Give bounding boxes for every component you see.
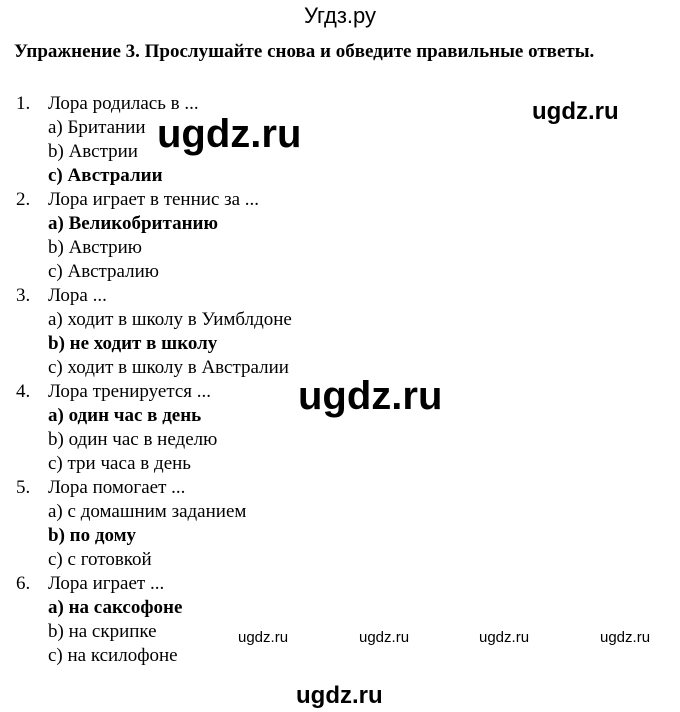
- watermark: ugdz.ru: [359, 629, 410, 646]
- answer-option: b) на скрипке: [48, 621, 157, 642]
- question-text: Лора помогает ...: [48, 477, 186, 498]
- answer-option: c) ходит в школу в Австралии: [48, 357, 289, 378]
- answer-option: b) один час в неделю: [48, 429, 218, 450]
- correct-answer-option: a) Великобританию: [48, 213, 218, 234]
- question-text: Лора играет в теннис за ...: [48, 189, 260, 210]
- question-item: [0, 284, 680, 380]
- answer-option: b) Австрию: [48, 237, 142, 258]
- question-number: 6.: [16, 573, 31, 594]
- answer-option: c) на ксилофоне: [48, 645, 178, 666]
- question-number: 2.: [16, 189, 31, 210]
- question-text: Лора ...: [48, 285, 107, 306]
- answer-option: a) ходит в школу в Уимблдоне: [48, 309, 292, 330]
- question-text: Лора родилась в ...: [48, 93, 199, 114]
- answer-option: b) Австрии: [48, 141, 138, 162]
- question-number: 1.: [16, 93, 31, 114]
- answer-option: a) с домашним заданием: [48, 501, 247, 522]
- correct-answer-option: b) не ходит в школу: [48, 333, 218, 354]
- question-item: [0, 476, 680, 572]
- question-item: [0, 572, 680, 668]
- watermark: ugdz.ru: [600, 629, 651, 646]
- question-number: 4.: [16, 381, 31, 402]
- watermark: ugdz.ru: [238, 629, 289, 646]
- correct-answer-option: a) один час в день: [48, 405, 202, 426]
- correct-answer-option: a) на саксофоне: [48, 597, 183, 618]
- answer-option: c) Австралию: [48, 261, 160, 282]
- question-line: [0, 476, 680, 500]
- answer-option: c) три часа в день: [48, 453, 191, 474]
- question-line: [0, 284, 680, 308]
- question-number: 5.: [16, 477, 31, 498]
- question-line: [0, 572, 680, 596]
- watermark: ugdz.ru: [479, 629, 530, 646]
- question-number: 3.: [16, 285, 31, 306]
- watermark: ugdz.ru: [532, 98, 619, 125]
- answer-option: a) Британии: [48, 117, 146, 138]
- question-line: [0, 188, 680, 212]
- correct-answer-option: b) по дому: [48, 525, 137, 546]
- watermark: ugdz.ru: [296, 682, 383, 709]
- question-text: Лора играет ...: [48, 573, 165, 594]
- exercise-heading: Упражнение 3. Прослушайте снова и обведите правильные ответы.: [14, 41, 595, 62]
- watermark: ugdz.ru: [157, 112, 302, 156]
- watermark: ugdz.ru: [298, 374, 443, 418]
- correct-answer-option: c) Австралии: [48, 165, 163, 186]
- question-item: [0, 188, 680, 284]
- answer-option: c) с готовкой: [48, 549, 152, 570]
- site-title: Угдз.ру: [303, 3, 377, 28]
- question-text: Лора тренируется ...: [48, 381, 212, 402]
